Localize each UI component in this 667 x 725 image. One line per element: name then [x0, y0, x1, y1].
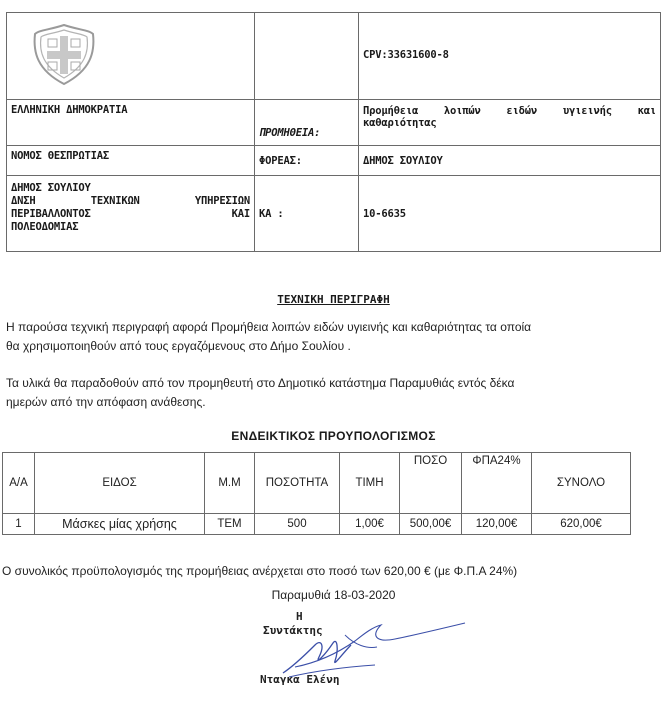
column-header: ΠΟΣΟΤΗΤΑ: [255, 453, 340, 514]
column-header: Μ.Μ: [205, 453, 255, 514]
table-cell: ΤΕΜ: [205, 514, 255, 535]
table-cell: 500: [255, 514, 340, 535]
table-row: [3, 514, 631, 535]
emblem-cell: [7, 13, 255, 100]
table-cell: Μάσκες μίας χρήσης: [35, 514, 205, 535]
column-header: ΕΙΔΟΣ: [35, 453, 205, 514]
agency-value: ΔΗΜΟΣ ΣΟΥΛΙΟΥ: [359, 146, 661, 176]
cpv-code: CPV:33631600-8: [359, 13, 661, 100]
supply-value-line: Προμήθεια λοιπών ειδών υγιεινής και: [363, 105, 656, 117]
column-header: ΤΙΜΗ: [340, 453, 400, 514]
column-header: ΦΠΑ24%: [462, 453, 532, 514]
signature-role: Συντάκτης: [263, 624, 323, 637]
table-cell: 1: [3, 514, 35, 535]
supply-value-line: καθαριότητας: [363, 117, 437, 129]
column-header: Α/Α: [3, 453, 35, 514]
budget-table: [2, 452, 631, 535]
municipality-block: [7, 176, 255, 252]
budget-title: ΕΝΔΕΙΚΤΙΚΟΣ ΠΡΟΥΠΟΛΟΓΙΣΜΟΣ: [231, 429, 436, 443]
republic-name: ΕΛΛΗΝΙΚΗ ΔΗΜΟΚΡΑΤΙΑ: [7, 100, 255, 146]
description-paragraph-1: [6, 318, 656, 356]
table-cell: 1,00€: [340, 514, 400, 535]
table-cell: 500,00€: [400, 514, 462, 535]
paragraph-line: Τα υλικά θα παραδοθούν από τον προμηθευτή στο Δημοτικό κατάστημα Παραμυθιάς εντός δέκα: [6, 376, 515, 390]
municipality-line: ΠΟΛΕΟΔΟΜΙΑΣ: [11, 221, 79, 233]
supply-label: ΠΡΟΜΗΘΕΙΑ:: [255, 100, 359, 146]
table-cell: 620,00€: [532, 514, 631, 535]
date-line: Παραμυθιά 18-03-2020: [271, 588, 396, 602]
greek-emblem-icon: [29, 22, 99, 88]
column-header: ΣΥΝΟΛΟ: [532, 453, 631, 514]
supply-value: [359, 100, 661, 146]
municipality-line: ΠΕΡΙΒΑΛΛΟΝΤΟΣ ΚΑΙ: [11, 208, 250, 220]
empty-cell: [255, 13, 359, 100]
signature-title: Η: [296, 610, 303, 623]
header-table: [6, 12, 661, 252]
table-cell: 120,00€: [462, 514, 532, 535]
budget-header-row: [3, 453, 631, 514]
municipality-line: ΔΝΣΗ ΤΕΧΝΙΚΩΝ ΥΠΗΡΕΣΙΩΝ: [11, 195, 250, 207]
ka-value: 10-6635: [359, 176, 661, 252]
column-header: ΠΟΣΟ: [400, 453, 462, 514]
ka-label: ΚΑ :: [255, 176, 359, 252]
municipality-line: ΔΗΜΟΣ ΣΟΥΛΙΟΥ: [11, 182, 91, 194]
signer-name: Νταγκα Ελένη: [260, 673, 340, 686]
paragraph-line: ημερών από την απόφαση ανάθεσης.: [6, 395, 206, 409]
prefecture-name: ΝΟΜΟΣ ΘΕΣΠΡΩΤΙΑΣ: [7, 146, 255, 176]
paragraph-line: θα χρησιμοποιηθούν από τους εργαζόμενους στο Δήμο Σουλίου .: [6, 339, 351, 353]
description-paragraph-2: [6, 374, 656, 412]
paragraph-line: Η παρούσα τεχνική περιγραφή αφορά Προμήθεια λοιπών ειδών υγιεινής και καθαριότητας τα οποία: [6, 320, 532, 334]
description-title: ΤΕΧΝΙΚΗ ΠΕΡΙΓΡΑΦΗ: [277, 293, 390, 306]
agency-label: ΦΟΡΕΑΣ:: [255, 146, 359, 176]
budget-total-text: Ο συνολικός προϋπολογισμός της προμήθειας ανέρχεται στο ποσό των 620,00 € (με Φ.Π.Α 24%): [2, 564, 518, 578]
